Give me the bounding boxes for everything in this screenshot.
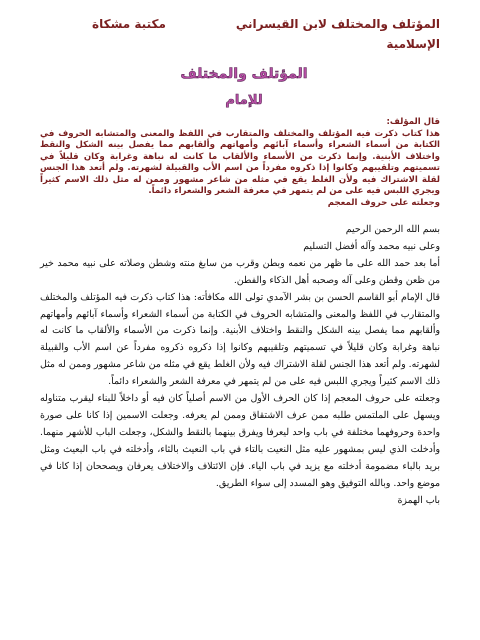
header-title-line-1: المؤتلف والمختلف لابن القيسراني <box>235 17 440 31</box>
logo-line-1: المؤتلف والمختلف <box>180 66 308 82</box>
intro-text: هذا كتاب ذكرت فيه المؤتلف والمختلف والمتقارب في اللفظ والمعنى والمتشابه الحروف في الكتابة من أسماء الشعراء وأسماء آبائهم وأمهاتهم وألقابهم مما يفصل بينه الشكل والنقط واختلاف الأبنية. وإنما ذكرت من الأسماء والألقاب ما كانت له نباهة وغرابة وكان قليلاً في تسميتهم وتلقيبهم وكانوا إذا ذكروه مفرداً من اسم الأب والقبيلة لشهرته. ولم أتعد هذا الجنس لقلة الاشتراك فيه ولأن الغلط يقع في مثله من شاعر مشهور وممن له مثل ذلك الاسم كثيراً ويجري اللبس فيه على من لم يتمهر في معرفة الشعر والشعراء دائماً. <box>40 128 440 196</box>
paragraph: قال الإمام أبو القاسم الحسن بن بشر الآمدي تولى الله مكافأته: هذا كتاب ذكرت فيه المؤتلف والمختلف والمتقارب في اللفظ والمعنى والمتشابه الحروف في الكتابة من أسماء الشعراء وأسماء آبائهم وأمهاتهم وألقابهم مما يفصل بينه الشكل والنقط واختلاف الأبنية. وإنما ذكرت من الأسماء والألقاب ما كانت له نباهة وغرابة وكان قليلاً في تسميتهم وتلقيبهم وكانوا إذا ذكروه ذكروه مفرداً عن اسم الأب والقبيلة لشهرته. ولم أتعد هذا الجنس لقلة الاشتراك فيه ولأن الغلط يقع في مثله من شاعر مشهور وممن له مثل ذلك الاسم كثيراً ويجري اللبس فيه على من لم يتمهر في معرفة الشعر والشعراء دائماً. <box>40 291 440 388</box>
author-introduction <box>40 117 440 209</box>
header-library-name: مكتبة مشكاة <box>92 17 166 31</box>
header-title-line-2: الإسلامية <box>386 37 440 51</box>
basmala: بسم الله الرحمن الرحيم <box>345 224 440 235</box>
intro-closing: وجعلته على حروف المعجم <box>327 197 440 208</box>
intro-heading: قال المؤلف: <box>386 117 440 127</box>
book-title-logo <box>178 58 310 110</box>
header-title <box>180 14 440 54</box>
paragraph: وجعلته على حروف المعجم إذا كان الحرف الأول من الاسم أصلياً كان فيه أو داخلاً للبناء ليقرب متناوله ويسهل على الملتمس طلبه ممن عرف الاشتقاق وممن لم يعرفه. وجعلت الاسمين إذا كانا على صورة واحدة وحروفهما مختلفة في باب واحد ليعرفا ويفرق بينهما بالنقط والشكل، وجعلت الباب للأشهر منهما. وأدخلت الذي ليس بمشهور عليه مثل النعيت بالتاء في باب النعيث بالثاء، وأدخلته في باب البعيث ومثل بريد بالباء مضمومة أدخلته مع يزيد في باب الياء. فإن الائتلاف والاختلاف يعرفان ويصححان إذا كانا في موضع واحد. وبالله التوفيق وهو المسدد إلى سواء الطريق. <box>40 393 440 489</box>
paragraph: أما بعد حمد الله على ما ظهر من نعمه وبطن وقرب من سابغ منته وشطن وصلاته على نبيه محمد خير من ظعن وقطن وعلى آله وصحبه أهل الذكاء والفطن. <box>40 257 440 286</box>
main-text <box>40 222 440 509</box>
logo-line-2: للإمام <box>225 93 263 108</box>
salutation: وعلى نبيه محمد وآله أفضل التسليم <box>303 240 440 252</box>
section-heading-hamza: باب الهمزة <box>397 494 440 506</box>
